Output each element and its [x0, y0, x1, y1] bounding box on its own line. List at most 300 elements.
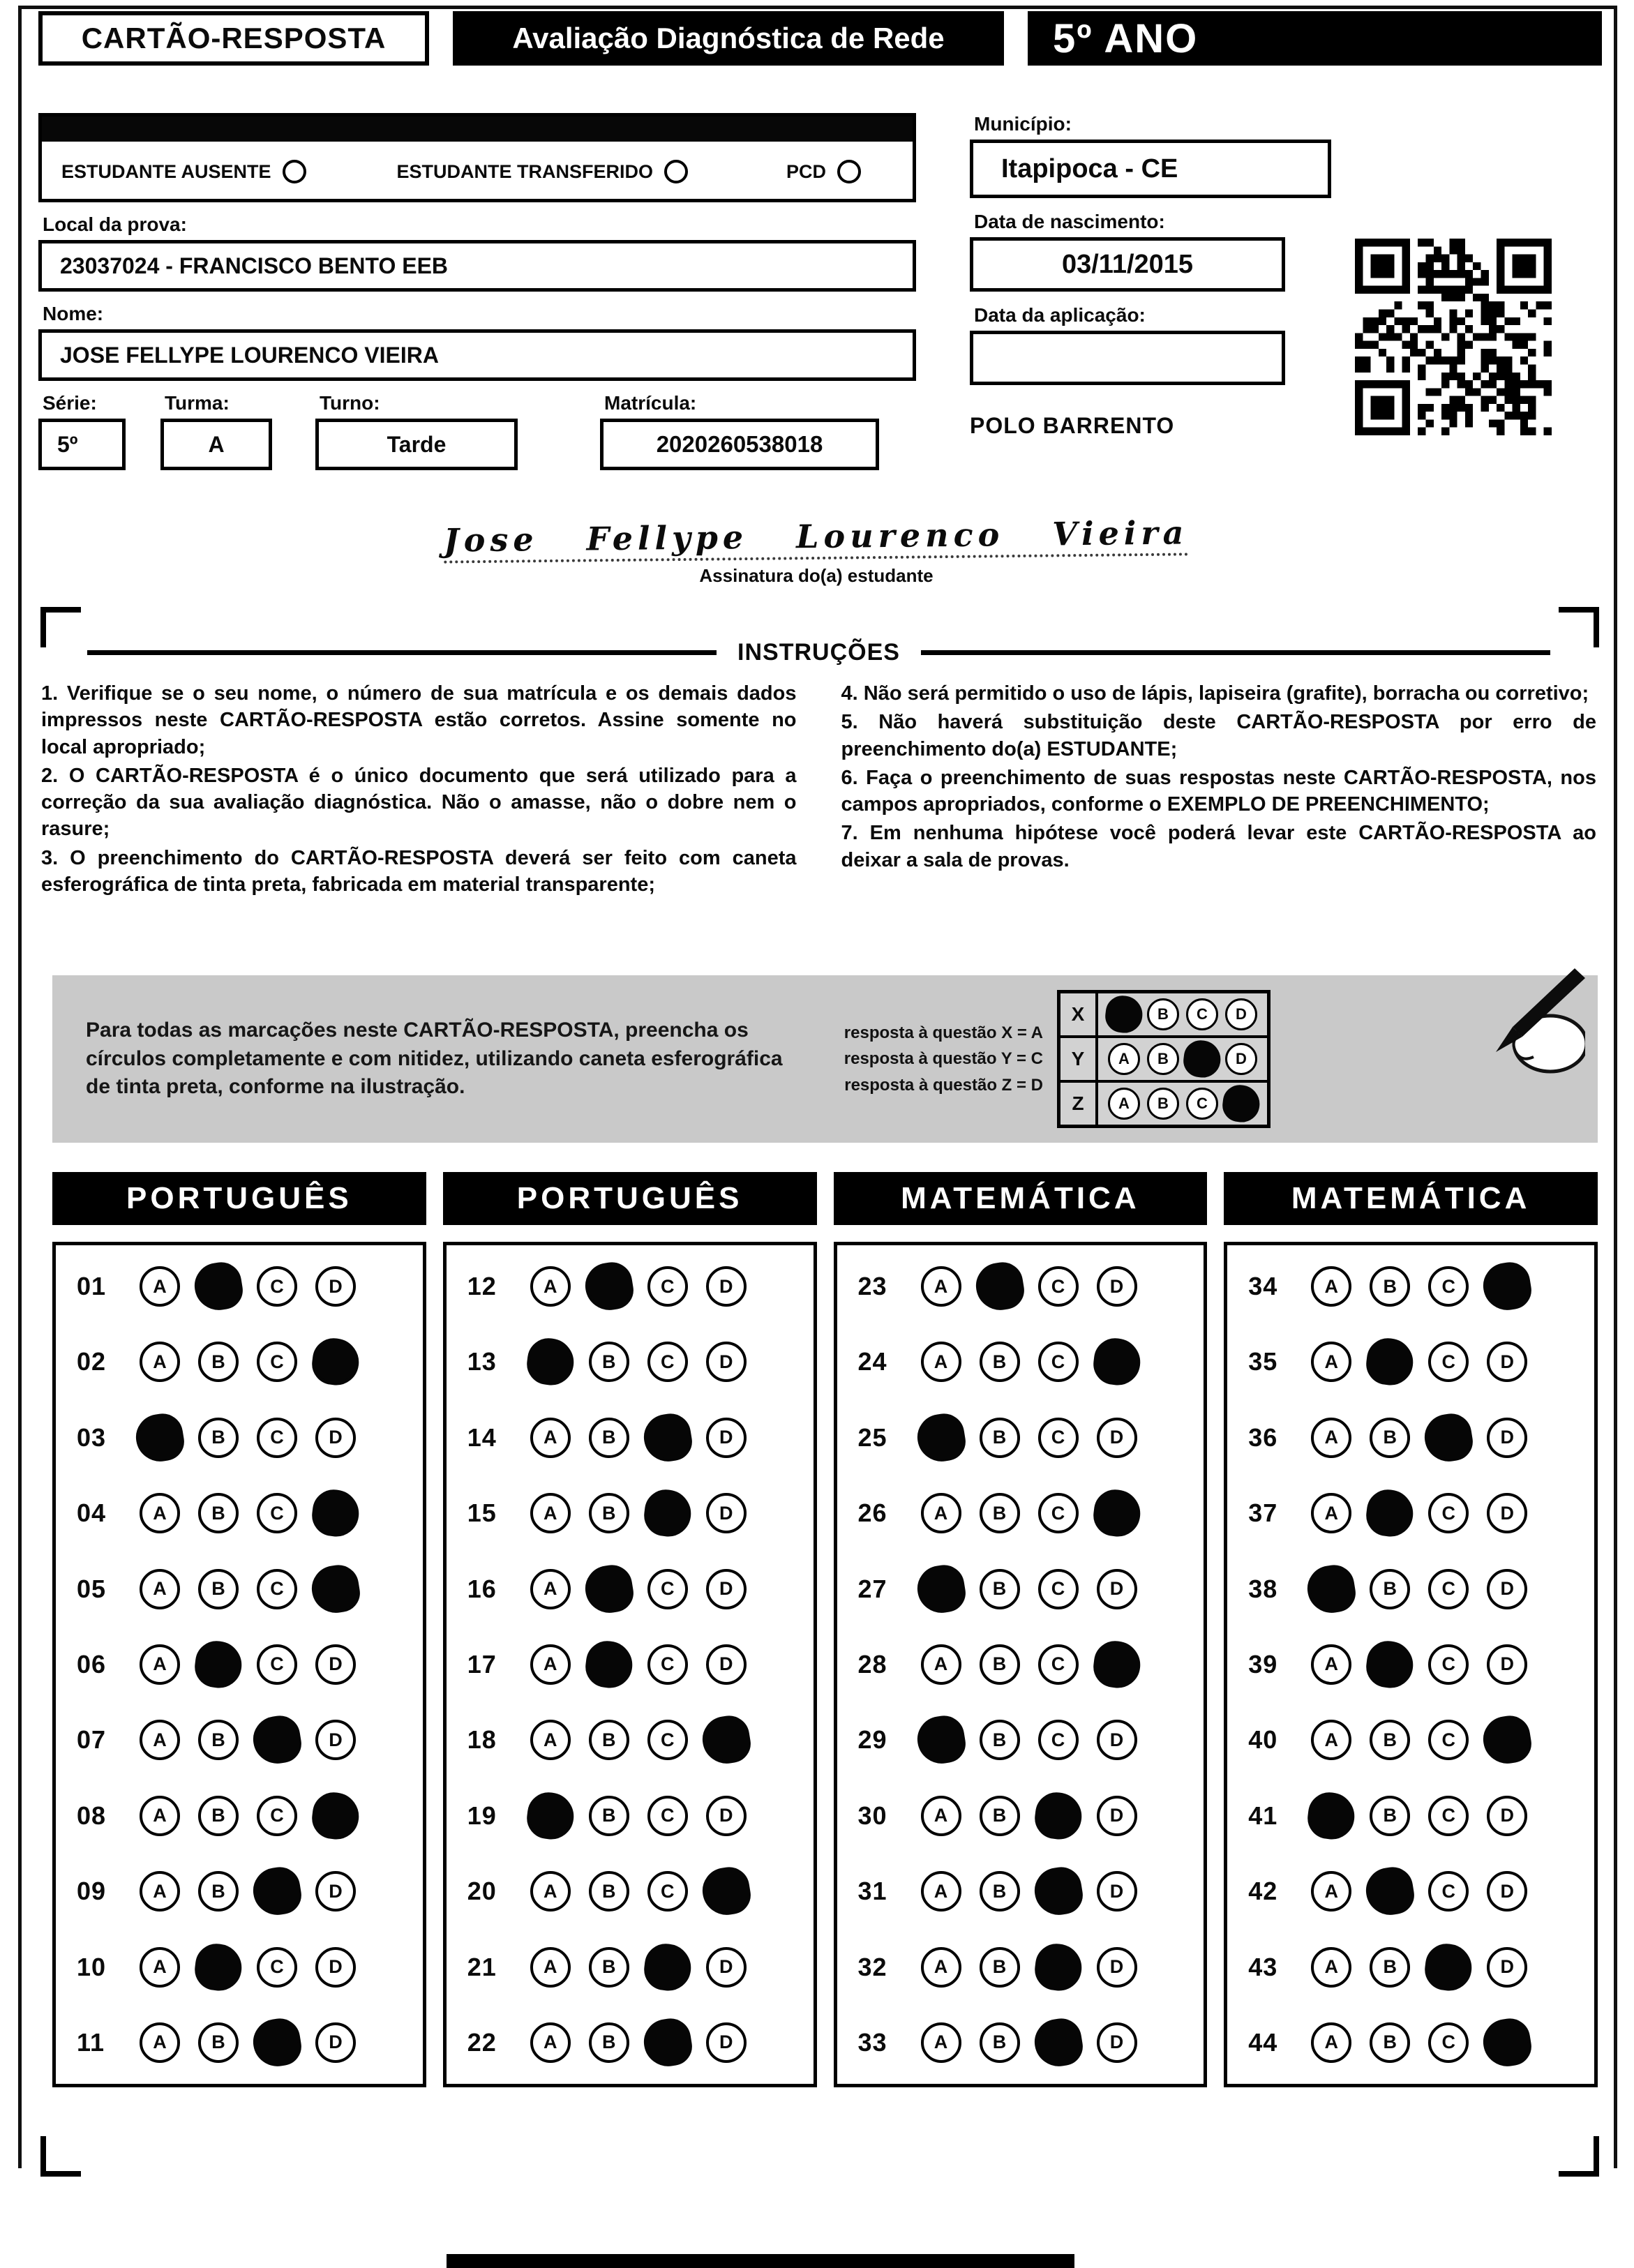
bubble-b[interactable]: [589, 1418, 629, 1458]
bubble-d[interactable]: [1097, 1418, 1137, 1458]
bubble-a[interactable]: [1311, 1644, 1351, 1685]
bubble-c[interactable]: [1032, 1941, 1084, 1992]
question-row: [467, 1871, 797, 1912]
title-rule-right: [921, 650, 1550, 655]
bubble-a[interactable]: [1304, 1562, 1358, 1616]
bubble-b[interactable]: [1147, 1088, 1179, 1120]
question-row: [467, 1418, 797, 1458]
bubble-b[interactable]: [980, 1796, 1020, 1836]
bubble-a[interactable]: [133, 1411, 187, 1465]
bubble-d[interactable]: [1097, 1266, 1137, 1307]
question-row: [77, 1342, 406, 1382]
bubble-d[interactable]: [310, 1336, 361, 1388]
question-row: [77, 1569, 406, 1609]
bubble-letter: [267, 1727, 287, 1754]
bubble-letter: [1497, 1727, 1517, 1754]
bubble-c[interactable]: [257, 1644, 297, 1685]
bubble-b[interactable]: [980, 1871, 1020, 1912]
bubble-d[interactable]: [310, 1790, 361, 1842]
bubble-letter: [931, 1575, 950, 1602]
bubble-c[interactable]: [1031, 2015, 1086, 2070]
bubble-letter: C: [1051, 1653, 1065, 1675]
bubble-d[interactable]: [1090, 1487, 1142, 1539]
question-row: [858, 1569, 1187, 1609]
bubble-a[interactable]: [140, 1569, 180, 1609]
bubble-b[interactable]: [980, 1569, 1020, 1609]
example-legend: [813, 1020, 1043, 1098]
question-row: [1248, 1493, 1577, 1533]
bubble-b[interactable]: [1364, 1336, 1416, 1388]
bubble-b[interactable]: [1370, 1569, 1410, 1609]
bubble-b[interactable]: [980, 1720, 1020, 1760]
bubble-letter: D: [1500, 1956, 1514, 1978]
bubble-d[interactable]: [308, 1562, 363, 1616]
bubble-letter: B: [1383, 2032, 1397, 2053]
ausente-option: [61, 160, 306, 183]
bubble-a[interactable]: [1311, 1418, 1351, 1458]
bubble-d[interactable]: [1097, 1947, 1137, 1988]
bubble-letter: [209, 1651, 228, 1678]
bubble-c[interactable]: [647, 1569, 688, 1609]
bubble-d[interactable]: [315, 1871, 356, 1912]
bubble-b[interactable]: [1370, 1796, 1410, 1836]
bubble-b[interactable]: [589, 1796, 629, 1836]
bubble-b[interactable]: [1370, 2022, 1410, 2063]
bubble-b[interactable]: [1370, 1720, 1410, 1760]
bubble-letter: A: [1118, 1095, 1130, 1112]
bubble-letter: [541, 1349, 560, 1375]
bubble-d[interactable]: [315, 1266, 356, 1307]
question-row: [467, 1796, 797, 1836]
bubble-a[interactable]: [140, 1947, 180, 1988]
bubble-a[interactable]: [530, 1871, 571, 1912]
bubble-d[interactable]: [1225, 1043, 1257, 1075]
bubble-letter: B: [992, 1880, 1007, 1902]
bubble-letter: A: [153, 1956, 167, 1978]
bubble-letter: [1234, 1092, 1249, 1115]
bubble-d[interactable]: [315, 1947, 356, 1988]
bubble-a[interactable]: [140, 1493, 180, 1533]
bubble-c[interactable]: [250, 1713, 304, 1768]
bubble-c[interactable]: [250, 1864, 304, 1918]
bubble-letter: [1194, 1048, 1210, 1070]
bubble-a[interactable]: [1108, 1043, 1140, 1075]
bubble-a[interactable]: [525, 1336, 576, 1388]
bubble-d[interactable]: [706, 1493, 747, 1533]
question-number: 34: [1248, 1272, 1278, 1300]
example-grid: [1057, 990, 1271, 1128]
question-row: [467, 1266, 797, 1307]
bubble-c[interactable]: [257, 1569, 297, 1609]
bubble-c[interactable]: [1428, 2022, 1469, 2063]
bubble-letter: A: [934, 1880, 948, 1902]
bubble-b[interactable]: [980, 1644, 1020, 1685]
bubble-a[interactable]: [530, 1720, 571, 1760]
bubble-letter: [1107, 1349, 1126, 1375]
bubble-letter: D: [1500, 1578, 1514, 1600]
turno-value: Tarde: [315, 419, 518, 470]
bubble-a[interactable]: [140, 1720, 180, 1760]
bubble-c[interactable]: [257, 1493, 297, 1533]
nome-label: Nome:: [43, 303, 104, 324]
bubble-b[interactable]: [589, 1871, 629, 1912]
question-row: [77, 1871, 406, 1912]
bubble-a[interactable]: [914, 1713, 968, 1768]
bubble-c[interactable]: [647, 1644, 688, 1685]
bubble-a[interactable]: [921, 2022, 961, 2063]
bubble-d[interactable]: [1487, 1493, 1527, 1533]
bubble-d[interactable]: [699, 1713, 754, 1768]
bubble-a[interactable]: [530, 1493, 571, 1533]
bubble-d[interactable]: [1090, 1336, 1142, 1388]
bubble-b[interactable]: [1370, 1418, 1410, 1458]
bubble-d[interactable]: [1480, 1259, 1534, 1314]
instructions-columns: [38, 680, 1599, 900]
bubble-c[interactable]: [257, 1266, 297, 1307]
bubble-d[interactable]: [315, 1418, 356, 1458]
bubble-b[interactable]: [980, 1418, 1020, 1458]
class-info-row: [38, 381, 916, 470]
bubble-a[interactable]: [921, 1342, 961, 1382]
bubble-c[interactable]: [647, 1342, 688, 1382]
bubble-b[interactable]: [980, 2022, 1020, 2063]
example-bubbles: [1098, 1038, 1267, 1080]
bubble-a[interactable]: [140, 1266, 180, 1307]
bubble-c[interactable]: [1032, 1790, 1084, 1842]
bubble-a[interactable]: [1311, 1342, 1351, 1382]
bubble-c[interactable]: [642, 1941, 694, 1992]
aplicacao-label: Data da aplicação:: [974, 304, 1146, 326]
bubble-a[interactable]: [914, 1562, 968, 1616]
bubble-c[interactable]: [257, 1418, 297, 1458]
bubble-letter: [717, 1727, 736, 1754]
bubble-c[interactable]: [1038, 1342, 1079, 1382]
bubble-d[interactable]: [699, 1864, 754, 1918]
bubble-c[interactable]: [1038, 1418, 1079, 1458]
bubble-b[interactable]: [1147, 1043, 1179, 1075]
bubble-letter: A: [153, 1502, 167, 1524]
ausente-checkbox[interactable]: [283, 160, 306, 183]
transferido-checkbox[interactable]: [664, 160, 688, 183]
nascimento-value: 03/11/2015: [970, 237, 1285, 292]
bubble-c[interactable]: [1428, 1569, 1469, 1609]
bubble-letter: C: [270, 1805, 284, 1826]
bubble-b[interactable]: [1147, 998, 1179, 1030]
bubble-c[interactable]: [1031, 1864, 1086, 1918]
turno-field: [315, 381, 518, 470]
bubble-b[interactable]: [589, 1947, 629, 1988]
bubble-c[interactable]: [1428, 1720, 1469, 1760]
example-legend-line: resposta à questão Y = C: [844, 1049, 1043, 1069]
bubble-d[interactable]: [1480, 2015, 1534, 2070]
bubble-d[interactable]: [1090, 1639, 1142, 1690]
bubble-b[interactable]: [582, 1259, 636, 1314]
bubble-b[interactable]: [198, 1720, 239, 1760]
bubble-c[interactable]: [1428, 1796, 1469, 1836]
bubble-letter: A: [153, 1275, 167, 1297]
bubble-b[interactable]: [198, 1569, 239, 1609]
location-form: [970, 113, 1331, 439]
bubble-b[interactable]: [980, 1493, 1020, 1533]
bubble-c[interactable]: [642, 1487, 694, 1539]
bubble-a[interactable]: [921, 1493, 961, 1533]
bubble-b[interactable]: [198, 1493, 239, 1533]
bubble-a[interactable]: [530, 1266, 571, 1307]
bubble-d[interactable]: [315, 1720, 356, 1760]
bubble-a[interactable]: [921, 1644, 961, 1685]
bubble-d[interactable]: [706, 1569, 747, 1609]
bubble-b[interactable]: [980, 1947, 1020, 1988]
bubble-a[interactable]: [140, 1796, 180, 1836]
signature-caption: Assinatura do(a) estudante: [699, 565, 934, 586]
question-number: 16: [467, 1574, 497, 1603]
bubble-a[interactable]: [1108, 1088, 1140, 1120]
bubble-a[interactable]: [1311, 1720, 1351, 1760]
bubble-d[interactable]: [706, 1342, 747, 1382]
bubble-letter: B: [992, 1427, 1007, 1448]
ausente-label: ESTUDANTE AUSENTE: [61, 160, 271, 182]
bubble-letter: A: [544, 1427, 557, 1448]
bubble-d[interactable]: [706, 1947, 747, 1988]
bubble-a[interactable]: [530, 2022, 571, 2063]
instructions-col-2: [841, 680, 1597, 900]
bubble-c[interactable]: [647, 1720, 688, 1760]
bubble-a[interactable]: [921, 1266, 961, 1307]
bubble-c[interactable]: [640, 1411, 695, 1465]
bubble-letter: C: [1197, 1005, 1208, 1023]
bubble-a[interactable]: [1104, 994, 1145, 1035]
bubble-a[interactable]: [914, 1411, 968, 1465]
question-number: 31: [857, 1877, 887, 1906]
bubble-letter: D: [1500, 1502, 1514, 1524]
card-title: CARTÃO-RESPOSTA: [38, 11, 429, 66]
bubble-d[interactable]: [1487, 1796, 1527, 1836]
example-bubbles: [1098, 993, 1267, 1035]
bubble-c[interactable]: [1186, 1088, 1218, 1120]
bubble-a[interactable]: [140, 2022, 180, 2063]
bubble-c[interactable]: [1428, 1644, 1469, 1685]
bubble-c[interactable]: [250, 2015, 304, 2070]
bubble-b[interactable]: [193, 1639, 244, 1690]
bubble-b[interactable]: [973, 1259, 1027, 1314]
bubble-c[interactable]: [1038, 1569, 1079, 1609]
bubble-c[interactable]: [1186, 998, 1218, 1030]
bubble-b[interactable]: [198, 1871, 239, 1912]
bubble-a[interactable]: [1305, 1790, 1357, 1842]
matricula-field: [600, 381, 879, 470]
bubble-letter: D: [1109, 1956, 1124, 1978]
bubble-letter: [1049, 1953, 1067, 1980]
bubble-letter: D: [329, 1956, 343, 1978]
bubble-b[interactable]: [198, 2022, 239, 2063]
bubble-letter: C: [661, 1653, 675, 1675]
bubble-d[interactable]: [706, 1266, 747, 1307]
bubble-letter: [1497, 2029, 1517, 2056]
bubble-letter: A: [1324, 1351, 1338, 1372]
bubble-letter: [989, 1272, 1009, 1300]
bubble-c[interactable]: [1423, 1941, 1474, 1992]
question-number: 18: [467, 1725, 497, 1755]
question-row: [467, 1947, 797, 1988]
bubble-c[interactable]: [1428, 1342, 1469, 1382]
question-row: [467, 1493, 797, 1533]
bubble-a[interactable]: [530, 1418, 571, 1458]
bubble-letter: A: [544, 1653, 557, 1675]
bubble-letter: [1497, 1272, 1517, 1300]
bubble-letter: D: [719, 1275, 733, 1297]
bubble-b[interactable]: [1363, 1864, 1417, 1918]
bubble-d[interactable]: [706, 2022, 747, 2063]
bubble-a[interactable]: [140, 1871, 180, 1912]
bubble-d[interactable]: [310, 1487, 361, 1539]
bubble-letter: D: [329, 1427, 343, 1448]
bubble-c[interactable]: [1428, 1493, 1469, 1533]
bubble-letter: A: [1324, 1653, 1338, 1675]
bubble-a[interactable]: [1311, 1493, 1351, 1533]
bubble-b[interactable]: [583, 1639, 635, 1690]
question-number: 43: [1248, 1952, 1278, 1981]
bubble-d[interactable]: [1221, 1083, 1262, 1125]
example-row-label: Z: [1060, 1083, 1098, 1125]
bubble-b[interactable]: [589, 1342, 629, 1382]
bubble-c[interactable]: [257, 1796, 297, 1836]
bubble-letter: D: [1236, 1005, 1247, 1023]
bubble-d[interactable]: [315, 2022, 356, 2063]
bubble-d[interactable]: [706, 1418, 747, 1458]
bubble-b[interactable]: [980, 1342, 1020, 1382]
bubble-a[interactable]: [1311, 1947, 1351, 1988]
bubble-d[interactable]: [1097, 1871, 1137, 1912]
bubble-a[interactable]: [1311, 2022, 1351, 2063]
bubble-letter: A: [1324, 1275, 1338, 1297]
bubble-b[interactable]: [582, 1562, 636, 1616]
bubble-c[interactable]: [647, 1796, 688, 1836]
bubble-b[interactable]: [198, 1418, 239, 1458]
bubble-c[interactable]: [1182, 1039, 1223, 1080]
bubble-letter: A: [153, 1729, 167, 1750]
question-number: 36: [1248, 1422, 1278, 1452]
bubble-b[interactable]: [1364, 1639, 1416, 1690]
bubble-d[interactable]: [315, 1644, 356, 1685]
bubble-d[interactable]: [1225, 998, 1257, 1030]
bubble-letter: C: [661, 1729, 675, 1750]
bubble-b[interactable]: [191, 1259, 246, 1314]
bubble-d[interactable]: [1487, 1871, 1527, 1912]
bubble-d[interactable]: [1487, 1569, 1527, 1609]
bubble-letter: A: [1324, 1729, 1338, 1750]
question-row: [1248, 2022, 1577, 2063]
bubble-d[interactable]: [1097, 1796, 1137, 1836]
bubble-a[interactable]: [525, 1790, 576, 1842]
bubble-a[interactable]: [140, 1644, 180, 1685]
bubble-c[interactable]: [1038, 1266, 1079, 1307]
bubble-letter: B: [211, 1351, 225, 1372]
question-row: [467, 1569, 797, 1609]
bubble-letter: D: [1236, 1050, 1247, 1067]
bubble-b[interactable]: [589, 1493, 629, 1533]
bubble-b[interactable]: [193, 1941, 244, 1992]
bubble-letter: D: [719, 1427, 733, 1448]
bubble-c[interactable]: [1428, 1266, 1469, 1307]
question-number: 12: [467, 1272, 497, 1300]
bubble-c[interactable]: [1421, 1411, 1476, 1465]
bubble-c[interactable]: [257, 1342, 297, 1382]
bubble-b[interactable]: [198, 1796, 239, 1836]
bubble-d[interactable]: [1487, 1418, 1527, 1458]
bubble-d[interactable]: [1097, 2022, 1137, 2063]
bubble-c[interactable]: [1428, 1871, 1469, 1912]
question-row: [77, 2022, 406, 2063]
bubble-a[interactable]: [530, 1947, 571, 1988]
question-number: 27: [857, 1574, 887, 1603]
bubble-c[interactable]: [1038, 1493, 1079, 1533]
bubble-c[interactable]: [1038, 1720, 1079, 1760]
bubble-c[interactable]: [647, 1871, 688, 1912]
bubble-letter: [1381, 1349, 1400, 1375]
bubble-b[interactable]: [589, 1720, 629, 1760]
bubble-a[interactable]: [140, 1342, 180, 1382]
bubble-c[interactable]: [1038, 1644, 1079, 1685]
bubble-letter: D: [719, 1653, 733, 1675]
title-rule-left: [87, 650, 717, 655]
question-number: 24: [857, 1347, 887, 1376]
bubble-c[interactable]: [640, 2015, 695, 2070]
bubble-letter: C: [1051, 1729, 1065, 1750]
answer-section: [1224, 1172, 1598, 2087]
bubble-a[interactable]: [530, 1644, 571, 1685]
bubble-b[interactable]: [1370, 1947, 1410, 1988]
bubble-a[interactable]: [921, 1871, 961, 1912]
bubble-d[interactable]: [706, 1796, 747, 1836]
bubble-letter: B: [1383, 1427, 1397, 1448]
bubble-d[interactable]: [1097, 1569, 1137, 1609]
bubble-d[interactable]: [1097, 1720, 1137, 1760]
bubble-letter: A: [544, 1956, 557, 1978]
bubble-b[interactable]: [198, 1342, 239, 1382]
pcd-checkbox[interactable]: [837, 160, 861, 183]
nascimento-label: Data de nascimento:: [974, 211, 1165, 232]
answer-section: [52, 1172, 426, 2087]
bubble-letter: A: [153, 2032, 167, 2053]
bubble-a[interactable]: [1311, 1871, 1351, 1912]
bubble-letter: B: [211, 1805, 225, 1826]
bubble-c[interactable]: [647, 1266, 688, 1307]
bubble-d[interactable]: [1487, 1947, 1527, 1988]
bubble-d[interactable]: [706, 1644, 747, 1685]
example-legend-line: resposta à questão X = A: [844, 1023, 1043, 1043]
bubble-d[interactable]: [1480, 1713, 1534, 1768]
question-number: 17: [467, 1649, 497, 1679]
question-number: 02: [77, 1347, 107, 1376]
bubble-a[interactable]: [530, 1569, 571, 1609]
bubble-d[interactable]: [1487, 1644, 1527, 1685]
question-number: 35: [1248, 1347, 1278, 1376]
question-row: [1248, 1266, 1577, 1307]
question-number: 07: [77, 1725, 107, 1755]
bubble-b[interactable]: [1370, 1266, 1410, 1307]
bubble-a[interactable]: [921, 1947, 961, 1988]
bubble-letter: [1439, 1953, 1458, 1980]
bubble-c[interactable]: [257, 1947, 297, 1988]
bubble-d[interactable]: [1487, 1342, 1527, 1382]
example-legend-line: resposta à questão Z = D: [844, 1075, 1043, 1095]
bubble-a[interactable]: [1311, 1266, 1351, 1307]
bubble-letter: [658, 1953, 677, 1980]
bubble-b[interactable]: [1364, 1487, 1416, 1539]
bubble-a[interactable]: [921, 1796, 961, 1836]
bubble-letter: B: [602, 2032, 616, 2053]
bubble-b[interactable]: [589, 2022, 629, 2063]
